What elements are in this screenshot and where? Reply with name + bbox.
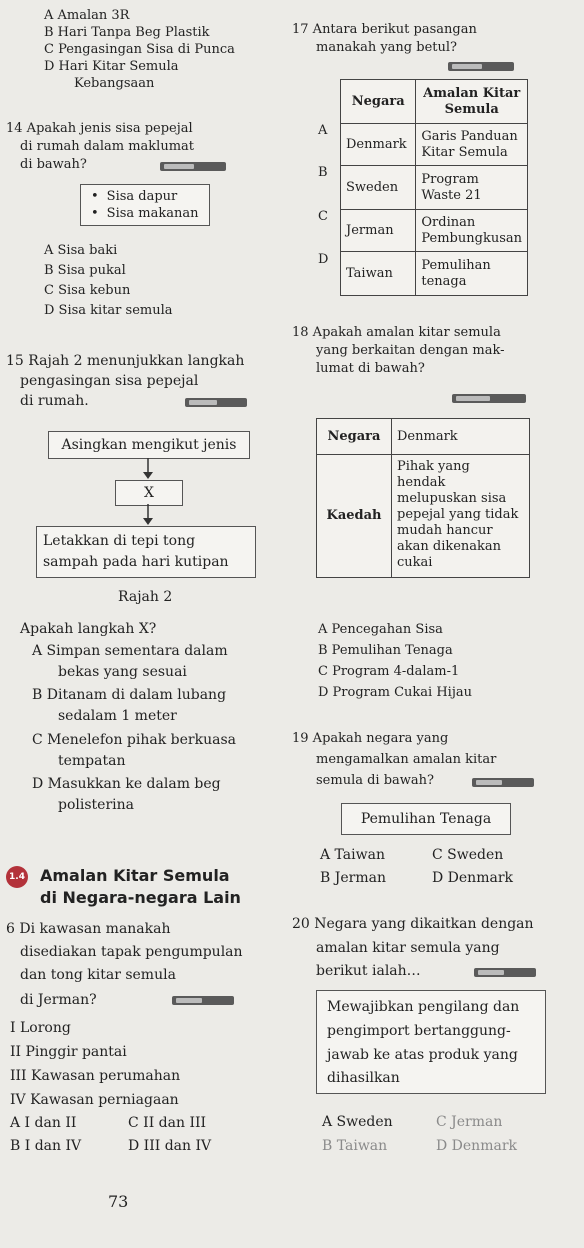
- q17-cell-country: Sweden: [341, 166, 416, 210]
- q14-option-a[interactable]: A Sisa baki: [44, 243, 118, 258]
- q14-info-item: • Sisa dapur: [91, 189, 177, 205]
- q17-cell-country: Taiwan: [341, 252, 416, 296]
- q13-option-a[interactable]: A Amalan 3R: [44, 8, 130, 23]
- q18-option-c[interactable]: C Program 4-dalam-1: [318, 664, 460, 679]
- q6-stem-line4: di Jerman?: [20, 992, 97, 1008]
- q15-option-d-cont: polisterina: [58, 797, 134, 813]
- q19-option-a[interactable]: A Taiwan: [320, 847, 385, 863]
- section-title-line2: di Negara-negara Lain: [40, 888, 241, 907]
- q17-header-amalan: Amalan Kitar Semula: [416, 80, 528, 124]
- q15-stem-line2: pengasingan sisa pepejal: [20, 373, 199, 389]
- q18-value-kaedah: [392, 455, 530, 578]
- q6-option-b[interactable]: B I dan IV: [10, 1138, 82, 1154]
- q18-info-table: [316, 418, 530, 578]
- q13-option-b[interactable]: B Hari Tanpa Beg Plastik: [44, 25, 210, 40]
- arrow-down-icon: [140, 458, 156, 480]
- section-title-line1: Amalan Kitar Semula: [40, 866, 230, 885]
- q13-option-d[interactable]: D Hari Kitar Semula: [44, 59, 179, 74]
- q18-kaedah-line: Pihak yang: [397, 459, 470, 474]
- q19-info-box: Pemulihan Tenaga: [341, 803, 511, 835]
- q19-stem-line2: mengamalkan amalan kitar: [316, 752, 497, 767]
- skill-badge-icon: [185, 398, 247, 407]
- q18-stem-line3: lumat di bawah?: [316, 361, 425, 376]
- q17-row-letter-b[interactable]: B: [318, 165, 328, 180]
- q17-row-letter-c[interactable]: C: [318, 209, 328, 224]
- q18-option-b[interactable]: B Pemulihan Tenaga: [318, 643, 453, 658]
- q15-option-b[interactable]: B Ditanam di dalam lubang: [32, 687, 227, 703]
- skill-badge-icon: [448, 62, 514, 71]
- section-number-badge: 1.4: [6, 866, 28, 888]
- q20-option-c[interactable]: C Jerman: [436, 1114, 503, 1130]
- q19-option-b[interactable]: B Jerman: [320, 870, 386, 886]
- q18-stem-line2: yang berkaitan dengan mak-: [316, 343, 505, 358]
- skill-badge-icon: [472, 778, 534, 787]
- q18-label-kaedah: Kaedah: [317, 455, 392, 578]
- page-number: 73: [108, 1192, 129, 1211]
- q14-stem-line1: 14 Apakah jenis sisa pepejal: [6, 121, 193, 136]
- q19-stem-line3: semula di bawah?: [316, 773, 435, 788]
- q20-stem-line1: 20 Negara yang dikaitkan dengan: [292, 916, 534, 932]
- q17-cell-practice: Pemulihan tenaga: [416, 252, 528, 296]
- figure-caption: Rajah 2: [118, 589, 173, 605]
- q20-option-a[interactable]: A Sweden: [322, 1114, 393, 1130]
- q18-option-d[interactable]: D Program Cukai Hijau: [318, 685, 472, 700]
- q17-stem-line1: 17 Antara berikut pasangan: [292, 22, 477, 37]
- q6-item-ii: II Pinggir pantai: [10, 1044, 127, 1060]
- q17-cell-country: Denmark: [341, 124, 416, 166]
- q17-cell-practice: Garis Panduan Kitar Semula: [416, 124, 528, 166]
- q18-stem-line1: 18 Apakah amalan kitar semula: [292, 325, 501, 340]
- q18-kaedah-line: pepejal yang tidak: [397, 507, 519, 522]
- q18-option-a[interactable]: A Pencegahan Sisa: [318, 622, 443, 637]
- flow-step-1: Asingkan mengikut jenis: [48, 431, 250, 459]
- arrow-down-icon: [140, 504, 156, 526]
- q20-stem-line3: berikut ialah…: [316, 963, 421, 979]
- q20-box-line: pengimport bertanggung-: [327, 1023, 511, 1039]
- q18-kaedah-line: hendak: [397, 475, 446, 490]
- skill-badge-icon: [474, 968, 536, 977]
- q14-option-b[interactable]: B Sisa pukal: [44, 263, 126, 278]
- q15-stem-line3: di rumah.: [20, 393, 89, 409]
- q14-option-c[interactable]: C Sisa kebun: [44, 283, 131, 298]
- q17-row-letter-d[interactable]: D: [318, 252, 329, 267]
- q17-cell-practice: Ordinan Pembungkusan: [416, 210, 528, 252]
- q15-option-a[interactable]: A Simpan sementara dalam: [32, 643, 228, 659]
- q20-option-b[interactable]: B Taiwan: [322, 1138, 388, 1154]
- q20-info-box: [316, 990, 546, 1094]
- skill-badge-icon: [160, 162, 226, 171]
- q6-item-i: I Lorong: [10, 1020, 71, 1036]
- q15-stem-line1: 15 Rajah 2 menunjukkan langkah: [6, 353, 245, 369]
- q18-kaedah-line: mudah hancur: [397, 523, 493, 538]
- q15-option-c-cont: tempatan: [58, 753, 126, 769]
- q15-option-d[interactable]: D Masukkan ke dalam beg: [32, 776, 221, 792]
- q17-cell-practice: Program Waste 21: [416, 166, 528, 210]
- flow-step-3-line1: Letakkan di tepi tong: [43, 533, 196, 549]
- skill-badge-icon: [452, 394, 526, 403]
- q6-item-iii: III Kawasan perumahan: [10, 1068, 181, 1084]
- q14-stem-line2: di rumah dalam maklumat: [20, 139, 195, 154]
- q6-option-a[interactable]: A I dan II: [10, 1115, 77, 1131]
- q19-stem-line1: 19 Apakah negara yang: [292, 731, 449, 746]
- q19-option-d[interactable]: D Denmark: [432, 870, 513, 886]
- q15-option-b-cont: sedalam 1 meter: [58, 708, 177, 724]
- flow-step-3-line2: sampah pada hari kutipan: [43, 554, 229, 570]
- skill-badge-icon: [172, 996, 234, 1005]
- q15-question: Apakah langkah X?: [20, 621, 157, 637]
- q17-table: [340, 79, 528, 296]
- q13-option-c[interactable]: C Pengasingan Sisa di Punca: [44, 42, 235, 57]
- q18-label-negara: Negara: [317, 419, 392, 455]
- q13-option-d-cont: Kebangsaan: [74, 76, 155, 91]
- q6-option-c[interactable]: C II dan III: [128, 1115, 207, 1131]
- q17-header-negara: Negara: [341, 80, 416, 124]
- q17-cell-country: Jerman: [341, 210, 416, 252]
- flow-step-3: [36, 526, 256, 578]
- q6-stem-line1: 6 Di kawasan manakah: [6, 921, 171, 937]
- q20-box-line: jawab ke atas produk yang: [327, 1047, 518, 1063]
- q6-stem-line2: disediakan tapak pengumpulan: [20, 944, 243, 960]
- q6-item-iv: IV Kawasan perniagaan: [10, 1092, 179, 1108]
- q14-info-item: • Sisa makanan: [91, 206, 199, 222]
- q20-box-line: Mewajibkan pengilang dan: [327, 999, 520, 1015]
- q17-row-letter-a[interactable]: A: [318, 123, 328, 138]
- q18-value-negara: Denmark: [392, 419, 530, 455]
- q20-stem-line2: amalan kitar semula yang: [316, 940, 500, 956]
- q15-option-c[interactable]: C Menelefon pihak berkuasa: [32, 732, 236, 748]
- q14-option-d[interactable]: D Sisa kitar semula: [44, 303, 173, 318]
- q6-stem-line3: dan tong kitar semula: [20, 967, 176, 983]
- q14-stem-line3: di bawah?: [20, 157, 87, 172]
- q18-kaedah-line: cukai: [397, 555, 433, 570]
- q6-option-d[interactable]: D III dan IV: [128, 1138, 212, 1154]
- q14-info-box: [80, 184, 210, 226]
- q18-kaedah-line: melupuskan sisa: [397, 491, 507, 506]
- q15-option-a-cont: bekas yang sesuai: [58, 664, 187, 680]
- q19-option-c[interactable]: C Sweden: [432, 847, 504, 863]
- q20-box-line: dihasilkan: [327, 1070, 400, 1086]
- q18-kaedah-line: akan dikenakan: [397, 539, 502, 554]
- flow-step-x: X: [115, 480, 183, 506]
- q17-stem-line2: manakah yang betul?: [316, 40, 457, 55]
- q20-option-d[interactable]: D Denmark: [436, 1138, 517, 1154]
